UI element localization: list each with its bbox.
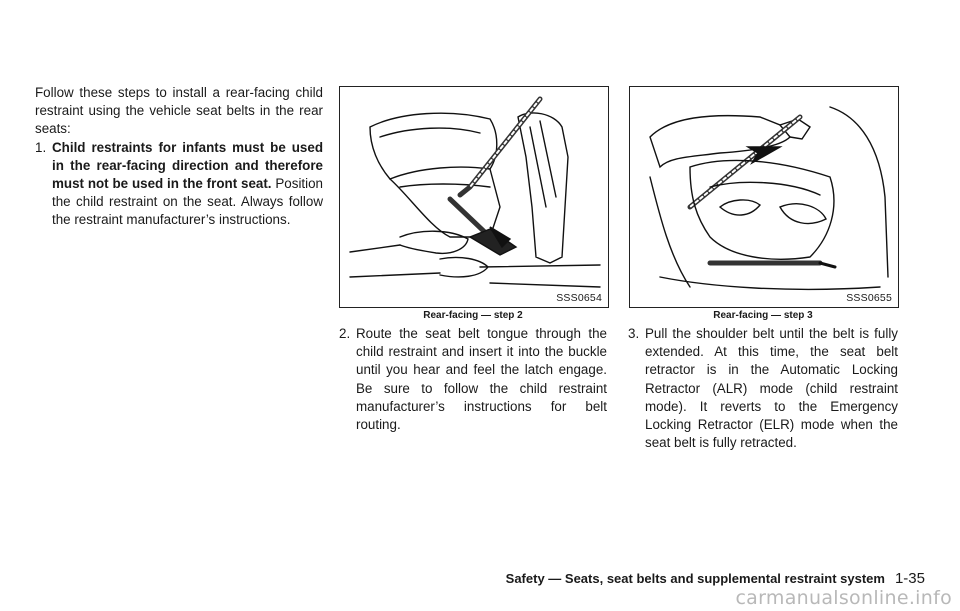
illustration-step-2 — [340, 87, 608, 307]
column-middle — [339, 325, 607, 434]
step-3-number: 3. — [628, 326, 640, 341]
step-1-instruction: Position the child restraint on the seat. Always follow the restraint manufacturer’s instructions. — [52, 176, 324, 228]
step-2 — [339, 325, 607, 434]
figure-caption: Rear-facing — step 2 — [423, 310, 523, 321]
column-left — [35, 84, 323, 230]
figure-rear-facing-step-3 — [629, 86, 899, 308]
watermark: carmanualsonline.info — [735, 587, 952, 609]
intro-paragraph: Follow these steps to install a rear-facing child restraint using the vehicle seat belts in the rear seats: — [35, 85, 323, 137]
figure-code: SSS0655 — [846, 292, 892, 304]
step-1-text — [52, 139, 323, 230]
page-footer — [506, 570, 925, 587]
figure-caption: Rear-facing — step 3 — [713, 310, 813, 321]
column-right — [628, 325, 898, 452]
illustration-step-3 — [630, 87, 898, 307]
step-1-warning: Child restraints for infants must be used in the rear-facing direction and therefore must not be used in the front seat. — [52, 139, 323, 192]
step-3-text: Pull the shoulder belt until the belt is fully extended. At this time, the seat belt retractor is in the Automatic Locking Retractor (ALR) mode (child restraint mode). It reverts to the Emergency Locking Retractor (ELR) mode when the seat belt is fully retracted. — [645, 326, 898, 451]
step-1-number: 1. — [35, 139, 47, 155]
step-1 — [35, 139, 323, 230]
figure-code: SSS0654 — [556, 292, 602, 304]
figure-rear-facing-step-2 — [339, 86, 609, 308]
step-2-number: 2. — [339, 326, 351, 341]
step-3 — [628, 325, 898, 452]
step-2-text: Route the seat belt tongue through the child restraint and insert it into the buckle until you hear and feel the latch engage. Be sure to follow the child restraint manufacturer’s instructions for belt routing. — [356, 326, 607, 433]
page-number: 1-35 — [894, 570, 925, 587]
footer-section-title: Safety — Seats, seat belts and supplemental restraint system — [505, 571, 885, 586]
